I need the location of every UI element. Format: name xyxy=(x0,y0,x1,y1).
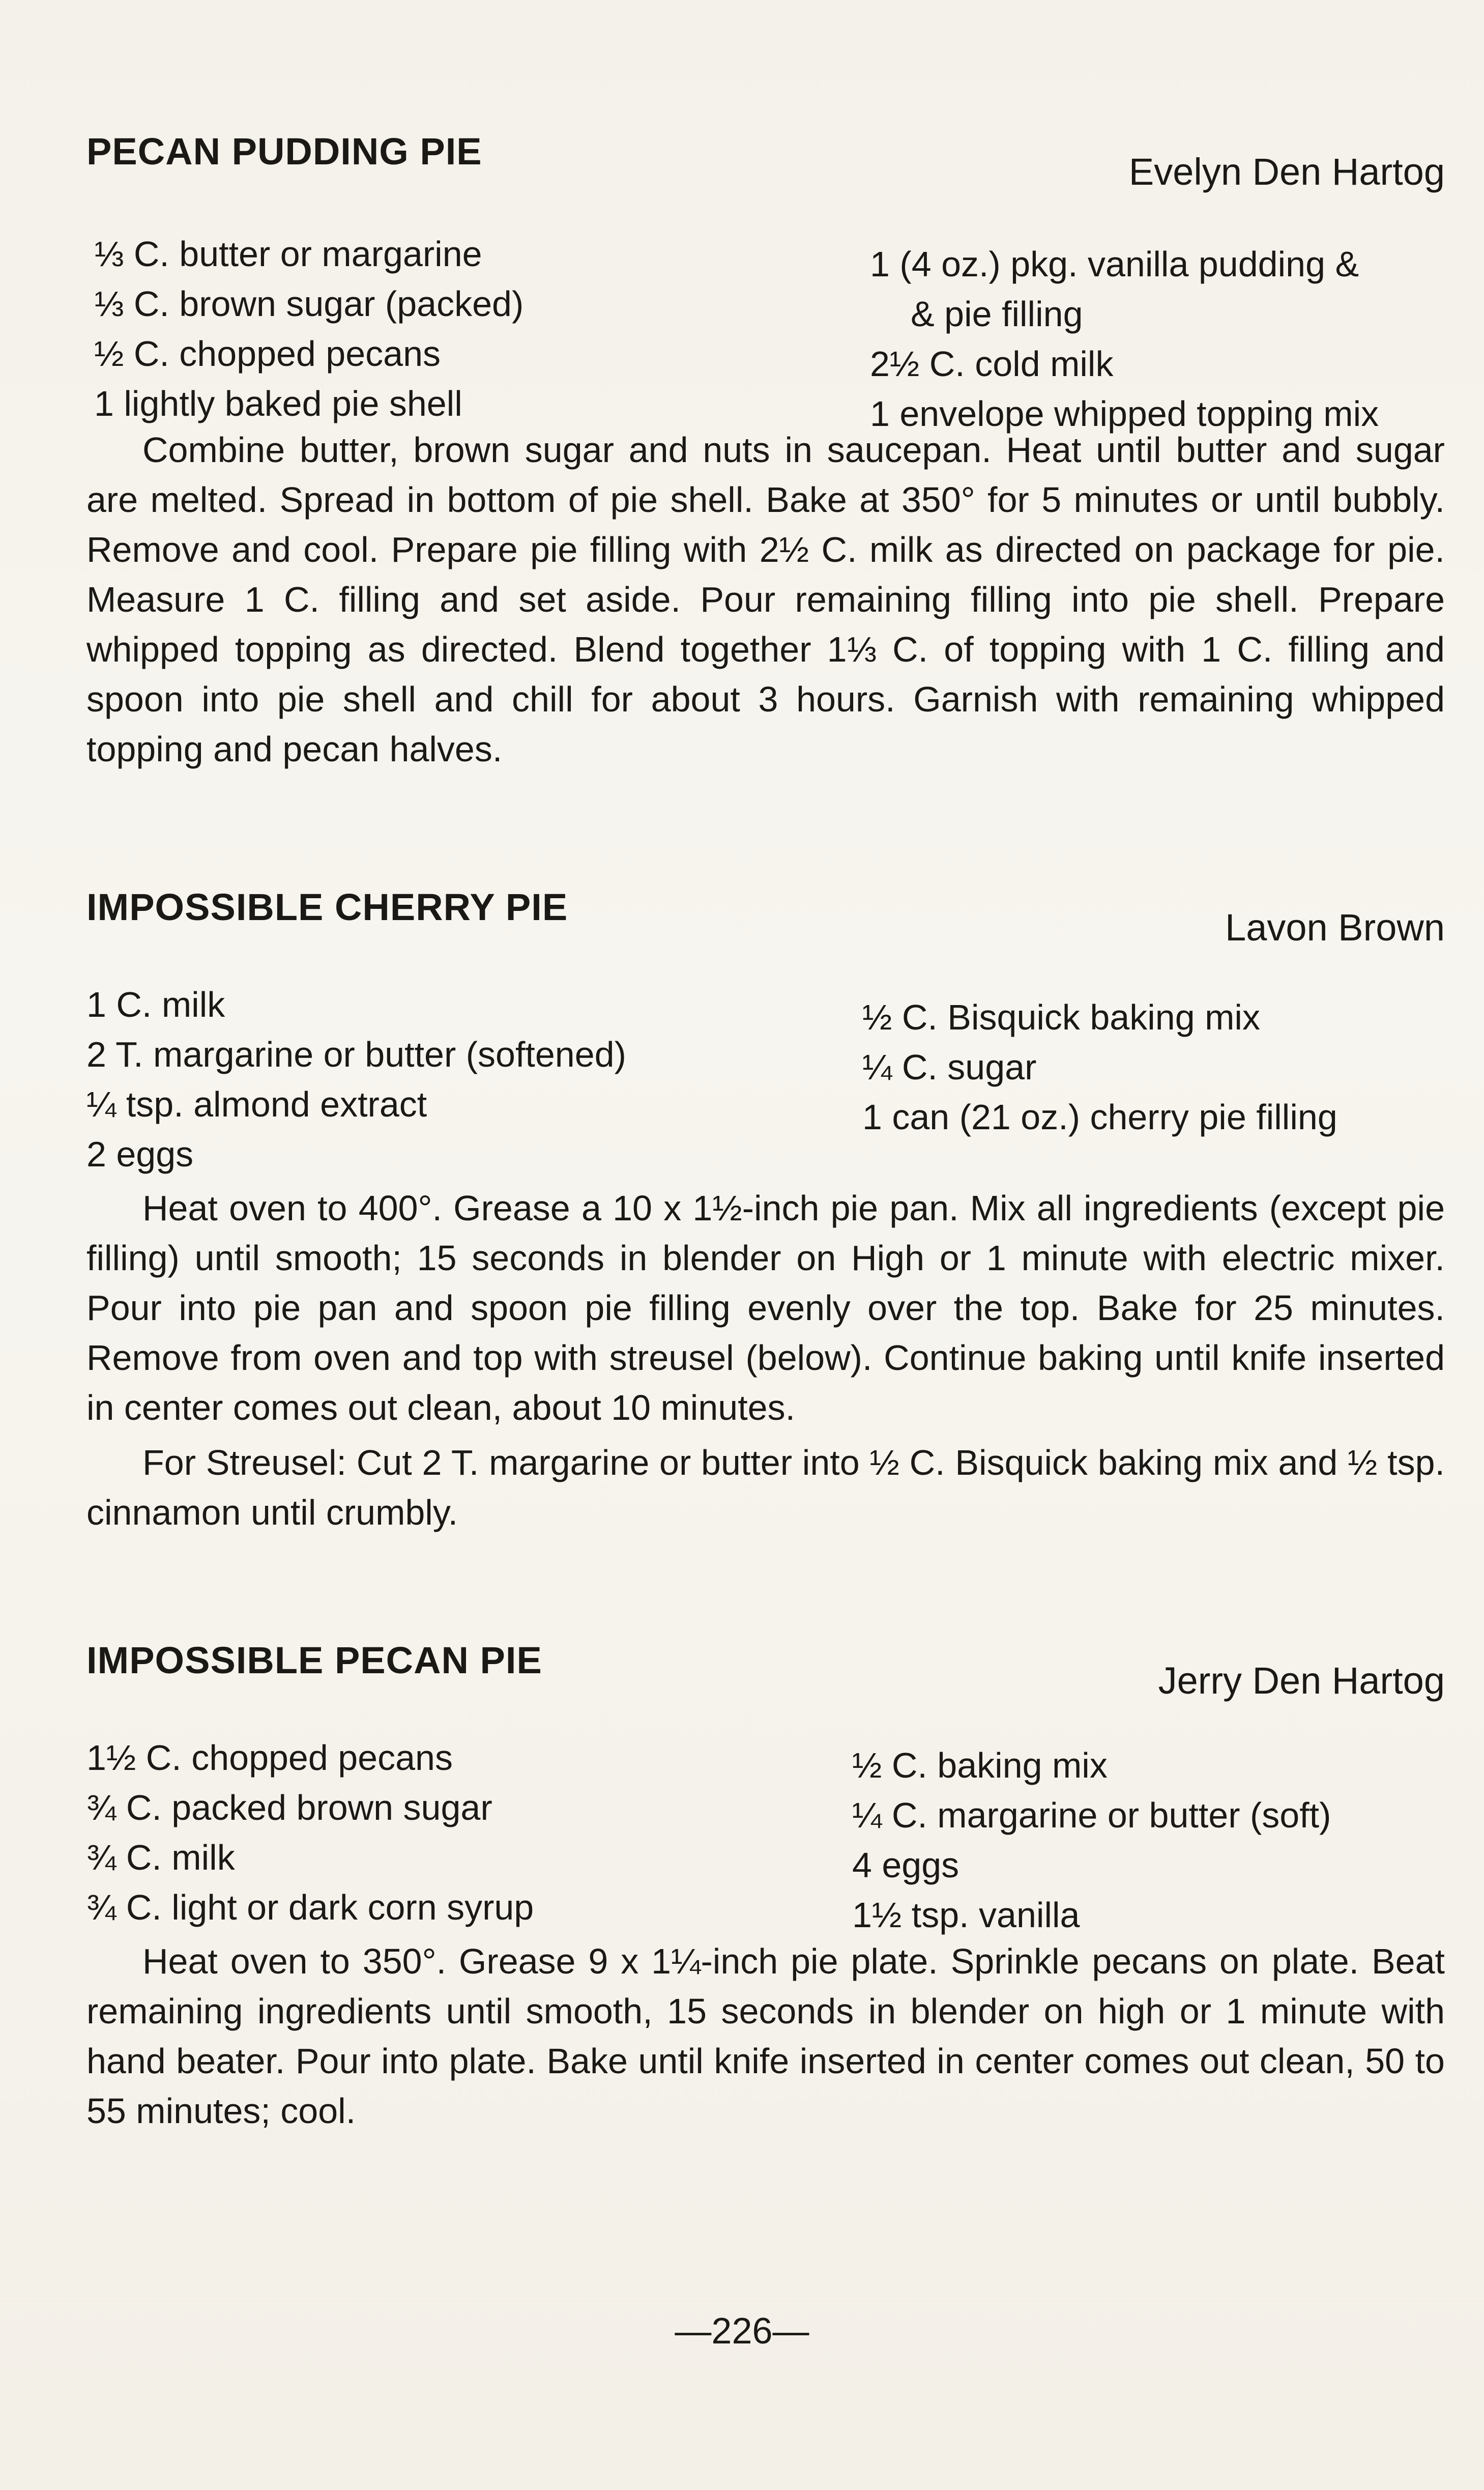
ingredient: 1 envelope whipped topping mix xyxy=(870,394,1379,434)
ingredient: ⅓ C. butter or margarine xyxy=(94,234,482,274)
ingredient: 4 eggs xyxy=(852,1845,959,1885)
ingredients-left xyxy=(86,1733,534,1932)
recipe-directions: Heat oven to 400°. Grease a 10 x 1½-inch pie pan. Mix all ingredients (except pie filling) until smooth; 15 seconds in blender on High or 1 minute with electric mixer. Pour into pie pan and spoon pie filling evenly over the top. Bake for 25 minutes. Remove from oven and top with streusel (below). Continue baking until knife inserted in center comes out clean, about 10 minutes. xyxy=(86,1188,1445,1427)
ingredient: ½ C. Bisquick baking mix xyxy=(862,997,1260,1037)
ingredient: 1 can (21 oz.) cherry pie filling xyxy=(862,1097,1337,1137)
recipe-directions: Combine butter, brown sugar and nuts in saucepan. Heat until butter and sugar are melted. Spread in bottom of pie shell. Bake at 350° for 5 minutes or until bubbly. Remove and cool. Prepare pie filling with 2½ C. milk as directed on package for pie. Measure 1 C. filling and set aside. Pour remaining filling into pie shell. Prepare whipped topping as directed. Blend together 1⅓ C. of topping with 1 C. filling and spoon into pie shell and chill for about 3 hours. Garnish with remaining whipped topping and pecan halves. xyxy=(86,430,1445,769)
ingredient: 1 lightly baked pie shell xyxy=(94,384,462,423)
ingredient: 1 C. milk xyxy=(86,985,225,1024)
ingredient: ¼ C. sugar xyxy=(862,1047,1037,1087)
recipe-author: Evelyn Den Hartog xyxy=(1128,151,1445,193)
ingredient: 1½ tsp. vanilla xyxy=(852,1895,1080,1935)
recipe-title: IMPOSSIBLE CHERRY PIE xyxy=(86,886,568,928)
ingredients-left xyxy=(94,229,523,428)
ingredient: ½ C. chopped pecans xyxy=(94,334,441,374)
ingredient: 1 (4 oz.) pkg. vanilla pudding & xyxy=(870,244,1359,284)
ingredient: 1½ C. chopped pecans xyxy=(86,1738,453,1778)
ingredients-right xyxy=(870,239,1379,439)
recipe-author: Jerry Den Hartog xyxy=(1158,1659,1445,1702)
ingredient: 2½ C. cold milk xyxy=(870,344,1114,384)
recipe-title: IMPOSSIBLE PECAN PIE xyxy=(86,1639,542,1681)
ingredients-left xyxy=(86,980,626,1179)
ingredients-right xyxy=(862,992,1337,1142)
ingredient: ¾ C. light or dark corn syrup xyxy=(86,1887,534,1927)
ingredient: ¼ C. margarine or butter (soft) xyxy=(852,1795,1331,1835)
ingredients-right xyxy=(852,1740,1331,1940)
ingredient: ¾ C. milk xyxy=(86,1838,235,1877)
ingredient: ¼ tsp. almond extract xyxy=(86,1084,427,1124)
page-number: —226— xyxy=(675,2311,809,2352)
recipe-author: Lavon Brown xyxy=(1225,906,1445,949)
recipe-title: PECAN PUDDING PIE xyxy=(86,130,482,173)
recipe-directions: Heat oven to 350°. Grease 9 x 1¼-inch pie plate. Sprinkle pecans on plate. Beat remaining ingredients until smooth, 15 seconds in blender on high or 1 minute with hand beater. Pour into plate. Bake until knife inserted in center comes out clean, 50 to 55 minutes; cool. xyxy=(86,1941,1445,2131)
streusel-directions: For Streusel: Cut 2 T. margarine or butter into ½ C. Bisquick baking mix and ½ tsp. cinnamon until crumbly. xyxy=(86,1443,1445,1532)
ingredient: ¾ C. packed brown sugar xyxy=(86,1788,492,1827)
ingredient: & pie filling xyxy=(911,294,1083,334)
ingredient: ⅓ C. brown sugar (packed) xyxy=(94,284,524,324)
ingredient: 2 eggs xyxy=(86,1134,194,1174)
ingredient: ½ C. baking mix xyxy=(852,1745,1108,1785)
ingredient: 2 T. margarine or butter (softened) xyxy=(86,1035,626,1074)
